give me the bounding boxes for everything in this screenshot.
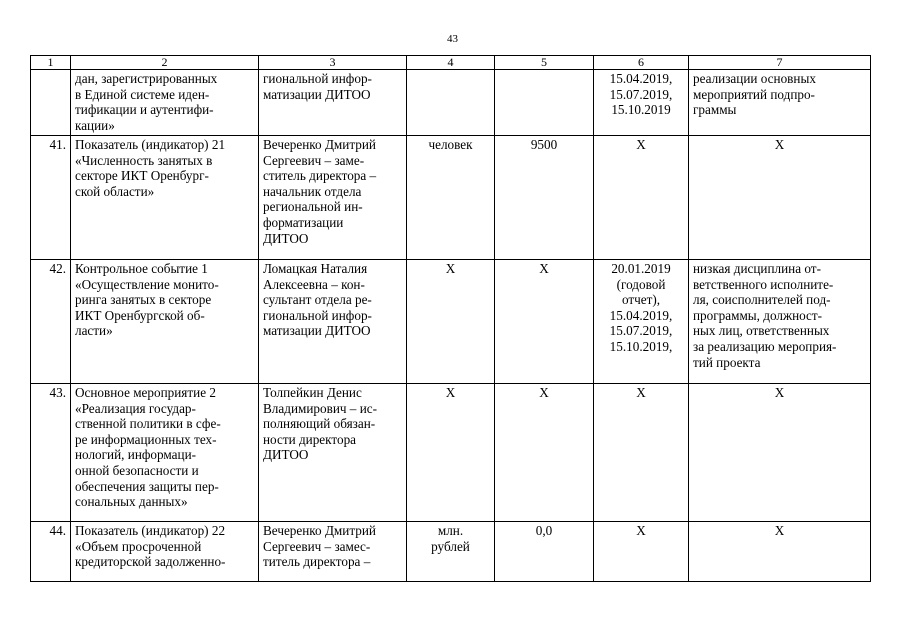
unit-cell	[407, 70, 495, 136]
cell-line: Х	[774, 385, 785, 400]
unit-cell: Х	[407, 384, 495, 522]
cell-line: сональных данных»	[75, 494, 188, 510]
cell-line: 20.01.2019	[611, 261, 671, 276]
risk-cell	[689, 136, 871, 260]
responsible-person-cell	[259, 522, 407, 582]
cell-line: ственной политики в сфе-	[75, 416, 221, 432]
cell-line: ИКТ Оренбургской об-	[75, 307, 205, 323]
header-cell: 3	[259, 56, 407, 70]
risk-cell	[689, 70, 871, 136]
cell-line: онной безопасности и	[75, 462, 199, 478]
cell-line: в Единой системе иден-	[75, 86, 210, 102]
cell-line: кации»	[75, 117, 115, 133]
cell-line: «Осуществление монито-	[75, 276, 219, 292]
cell-line: региональной ин-	[263, 199, 363, 215]
cell-line: за реализацию мероприя-	[693, 338, 837, 354]
cell-line: дан, зарегистрированных	[75, 71, 218, 86]
cell-line: 15.10.2019	[611, 102, 671, 118]
cell-line: низкая дисциплина от-	[693, 261, 821, 276]
cell-line: Х	[774, 523, 785, 538]
table-row	[31, 384, 871, 522]
cell-line: отчет),	[621, 292, 661, 308]
cell-line: 15.07.2019,	[609, 86, 673, 102]
cell-line: Сергеевич – заме-	[263, 152, 365, 168]
cell-line: 15.04.2019,	[609, 71, 673, 86]
cell-line: Толпейкин Денис	[263, 385, 362, 400]
cell-line: «Численность занятых в	[75, 152, 213, 168]
row-number-cell: 42.	[31, 260, 71, 384]
cell-line: (годовой	[616, 276, 666, 292]
cell-line: ринга занятых в секторе	[75, 292, 212, 308]
cell-line: матизации ДИТОО	[263, 86, 371, 102]
cell-line: ДИТОО	[263, 447, 309, 463]
cell-line: гиональной инфор-	[263, 71, 372, 86]
cell-line: Х	[774, 137, 785, 152]
cell-line: программы, должност-	[693, 307, 823, 323]
header-cell: 5	[495, 56, 594, 70]
deadline-cell	[594, 136, 689, 260]
cell-line: Алексеевна – кон-	[263, 276, 365, 292]
cell-line: ля, соисполнителей под-	[693, 292, 831, 308]
cell-line: начальник отдела	[263, 183, 362, 199]
document-table	[30, 55, 871, 582]
cell-line: мероприятий подпро-	[693, 86, 815, 102]
cell-line: Основное мероприятие 2	[75, 385, 216, 400]
cell-line: 15.10.2019,	[609, 338, 673, 354]
cell-line: Вечеренко Дмитрий	[263, 523, 376, 538]
cell-line: тий проекта	[693, 354, 761, 370]
header-cell: 4	[407, 56, 495, 70]
table-row	[31, 70, 871, 136]
responsible-person-cell	[259, 384, 407, 522]
indicator-name-cell	[71, 70, 259, 136]
cell-line: кредиторской задолженно-	[75, 554, 226, 570]
table-row	[31, 522, 871, 582]
row-number-cell: 43.	[31, 384, 71, 522]
value-cell: Х	[495, 384, 594, 522]
cell-line: Сергеевич – замес-	[263, 538, 371, 554]
unit-cell: млн. рублей	[407, 522, 495, 582]
cell-line: Владимирович – ис-	[263, 400, 377, 416]
cell-line: реализации основных	[693, 71, 816, 86]
deadline-cell	[594, 260, 689, 384]
cell-line: Вечеренко Дмитрий	[263, 137, 376, 152]
cell-line: Х	[636, 385, 646, 400]
indicator-name-cell	[71, 522, 259, 582]
table-row	[31, 136, 871, 260]
responsible-person-cell	[259, 136, 407, 260]
cell-line: сультант отдела ре-	[263, 292, 372, 308]
risk-cell	[689, 522, 871, 582]
row-number-cell: 44.	[31, 522, 71, 582]
cell-line: ре информационных тех-	[75, 431, 217, 447]
cell-line: «Объем просроченной	[75, 538, 202, 554]
cell-line: ветственного исполните-	[693, 276, 834, 292]
indicator-name-cell	[71, 384, 259, 522]
indicator-name-cell	[71, 136, 259, 260]
cell-line: ных лиц, ответственных	[693, 323, 830, 339]
cell-line: титель директора –	[263, 554, 371, 570]
table-body	[31, 70, 871, 582]
risk-cell	[689, 260, 871, 384]
risk-cell	[689, 384, 871, 522]
cell-line: «Реализация государ-	[75, 400, 196, 416]
cell-line: обеспечения защиты пер-	[75, 478, 219, 494]
header-cell: 2	[71, 56, 259, 70]
cell-line: гиональной инфор-	[263, 307, 372, 323]
cell-line: Показатель (индикатор) 21	[75, 137, 226, 152]
deadline-cell	[594, 522, 689, 582]
cell-line: тификации и аутентифи-	[75, 102, 214, 118]
value-cell	[495, 70, 594, 136]
row-number-cell	[31, 70, 71, 136]
cell-line: полняющий обязан-	[263, 416, 376, 432]
row-number-cell: 41.	[31, 136, 71, 260]
value-cell: 0,0	[495, 522, 594, 582]
indicator-name-cell	[71, 260, 259, 384]
cell-line: нологий, информаци-	[75, 447, 197, 463]
responsible-person-cell	[259, 70, 407, 136]
value-cell: Х	[495, 260, 594, 384]
table-header-row	[31, 56, 871, 70]
cell-line: ской области»	[75, 183, 155, 199]
table-row	[31, 260, 871, 384]
cell-line: матизации ДИТОО	[263, 323, 371, 339]
cell-line: Контрольное событие 1	[75, 261, 208, 276]
cell-line: ститель директора –	[263, 168, 377, 184]
unit-cell: Х	[407, 260, 495, 384]
cell-line: ласти»	[75, 323, 113, 339]
cell-line: 15.04.2019,	[609, 307, 673, 323]
header-cell: 7	[689, 56, 871, 70]
value-cell: 9500	[495, 136, 594, 260]
cell-line: Ломацкая Наталия	[263, 261, 368, 276]
page-number: 43	[447, 33, 458, 45]
cell-line: Х	[636, 523, 646, 538]
cell-line: 15.07.2019,	[609, 323, 673, 339]
cell-line: ДИТОО	[263, 230, 309, 246]
unit-cell: человек	[407, 136, 495, 260]
cell-line: Х	[636, 137, 646, 152]
deadline-cell	[594, 70, 689, 136]
responsible-person-cell	[259, 260, 407, 384]
cell-line: секторе ИКТ Оренбург-	[75, 168, 209, 184]
header-cell: 6	[594, 56, 689, 70]
cell-line: граммы	[693, 102, 737, 118]
cell-line: Показатель (индикатор) 22	[75, 523, 226, 538]
deadline-cell	[594, 384, 689, 522]
cell-line: ности директора	[263, 431, 357, 447]
cell-line: форматизации	[263, 214, 344, 230]
header-cell: 1	[31, 56, 71, 70]
